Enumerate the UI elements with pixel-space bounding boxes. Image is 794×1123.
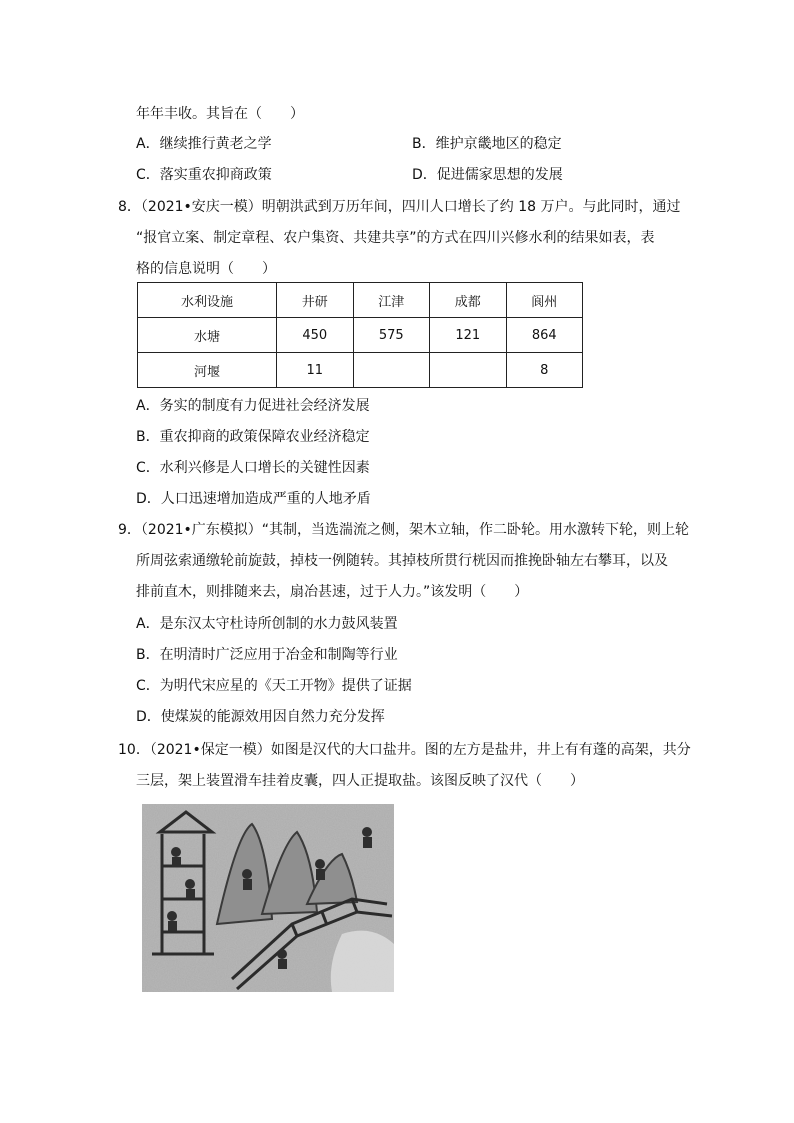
q9-option-d[interactable]: D．使煤炭的能源效用因自然力充分发挥 [136,709,385,725]
q8-option-d[interactable]: D．人口迅速增加造成严重的人地矛盾 [136,491,371,507]
table-cell: 864 [506,318,583,353]
table-header-row [138,283,583,318]
q9-stem-line-2: 所周弦索通缴轮前旋鼓，掉枝一例随转。其掉枝所贯行桄因而推挽卧轴左右攀耳，以及 [136,553,668,569]
table-cell: 121 [430,318,507,353]
water-facilities-table [137,282,583,388]
table-cell: 河堰 [138,353,277,388]
table-cell: 8 [506,353,583,388]
salt-well-rubbing-image [142,804,394,992]
table-row [138,353,583,388]
q9-option-a[interactable]: A．是东汉太守杜诗所创制的水力鼓风装置 [136,616,398,632]
q7-option-a[interactable]: A．继续推行黄老之学 [136,136,272,152]
q9-stem-line-3: 排前直木，则排随来去，扇冶甚速，过于人力。”该发明（ ） [136,584,529,600]
q7-stem-tail: 年年丰收。其旨在（ ） [136,106,304,122]
q10-stem-line-2: 三层，架上装置滑车挂着皮囊，四人正提取盐。该图反映了汉代（ ） [136,773,584,789]
q7-option-b[interactable]: B．维护京畿地区的稳定 [412,136,562,152]
table-cell [353,353,430,388]
q8-option-c[interactable]: C．水利兴修是人口增长的关键性因素 [136,460,370,476]
q8-option-a[interactable]: A．务实的制度有力促进社会经济发展 [136,398,370,414]
q7-option-c[interactable]: C．落实重农抑商政策 [136,167,272,183]
q8-stem-line-1: 8．（2021•安庆一模）明朝洪武到万历年间，四川人口增长了约 18 万户。与此同时，通过 [118,199,681,215]
table-header-cell: 阆州 [506,283,583,318]
table-cell [430,353,507,388]
q9-option-b[interactable]: B．在明清时广泛应用于冶金和制陶等行业 [136,647,398,663]
table-header-cell: 成都 [430,283,507,318]
table-cell: 450 [277,318,354,353]
q9-stem-line-1: 9．（2021•广东模拟）“其制，当选湍流之侧，架木立轴，作二卧轮。用水激转下轮，则上轮 [118,522,690,538]
table-header-cell: 井研 [277,283,354,318]
q8-stem-line-3: 格的信息说明（ ） [136,261,276,277]
table-cell: 水塘 [138,318,277,353]
q7-option-d[interactable]: D．促进儒家思想的发展 [412,167,563,183]
q10-stem-line-1: 10．（2021•保定一模）如图是汉代的大口盐井。图的左方是盐井，井上有有蓬的高架，共分 [118,742,691,758]
table-row [138,318,583,353]
table-header-cell: 水利设施 [138,283,277,318]
q8-option-b[interactable]: B．重农抑商的政策保障农业经济稳定 [136,429,370,445]
q9-option-c[interactable]: C．为明代宋应星的《天工开物》提供了证据 [136,678,412,694]
q8-stem-line-2: “报官立案、制定章程、农户集资、共建共享”的方式在四川兴修水利的结果如表，表 [136,230,655,246]
table-cell: 11 [277,353,354,388]
table-header-cell: 江津 [353,283,430,318]
table-cell: 575 [353,318,430,353]
